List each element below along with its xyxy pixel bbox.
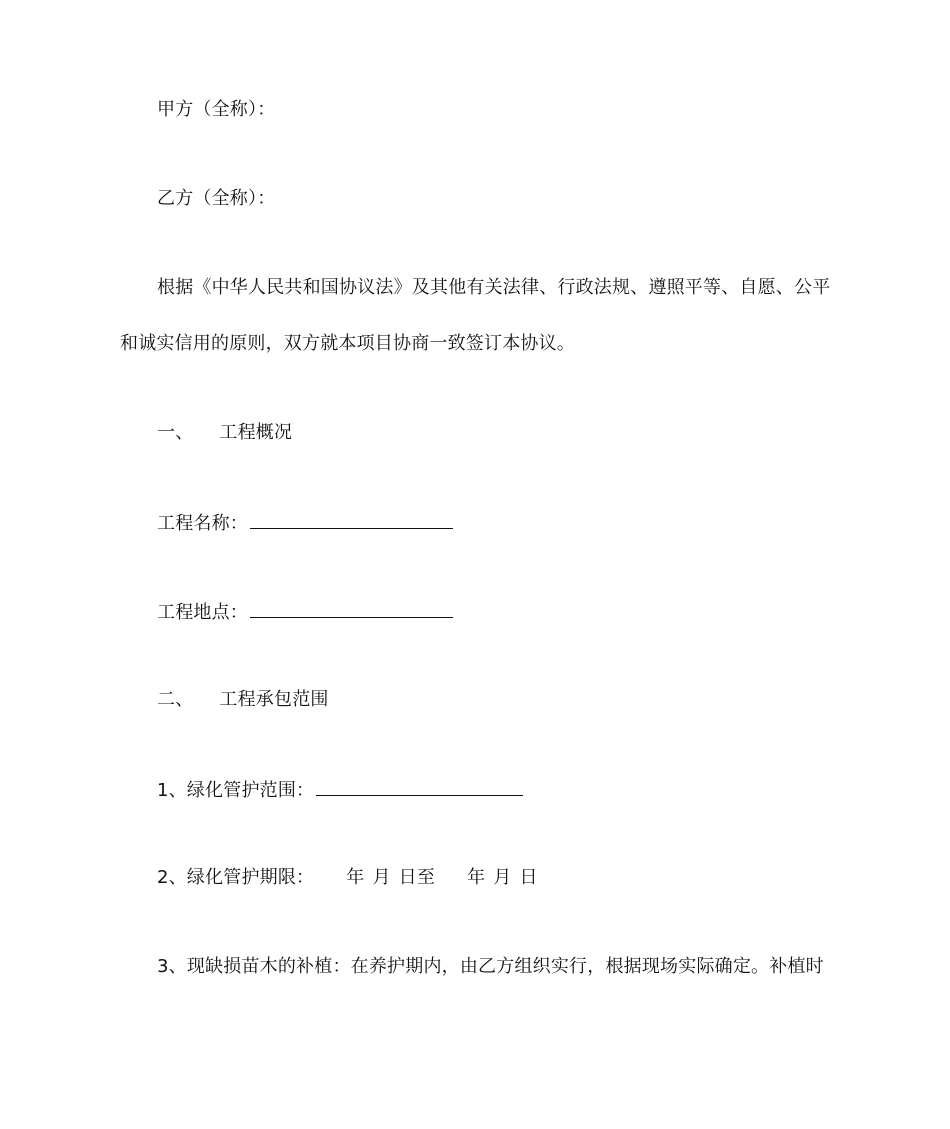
project-location-blank — [250, 599, 453, 618]
item-1-label: 1、绿化管护范围： — [157, 780, 315, 801]
management-scope-blank — [316, 777, 523, 796]
project-name-blank — [250, 510, 453, 529]
end-day: 日 — [519, 867, 538, 888]
start-day-to: 日至 — [398, 867, 436, 888]
party-b-line: 乙方（全称）： — [157, 188, 276, 209]
item-2-line — [157, 866, 538, 890]
item-2-label: 2、绿化管护期限： — [157, 867, 315, 888]
intro-paragraph-line-1: 根据《中华人民共和国协议法》及其他有关法律、行政法规、遵照平等、自愿、公平 — [157, 277, 831, 298]
end-month: 月 — [493, 867, 512, 888]
project-location-line — [157, 599, 453, 625]
start-month: 月 — [372, 867, 391, 888]
party-a-line: 甲方（全称）： — [157, 99, 276, 120]
intro-paragraph-line-2: 和诚实信用的原则，双方就本项目协商一致签订本协议。 — [120, 333, 575, 354]
section-2-heading — [157, 688, 329, 712]
end-year: 年 — [467, 867, 486, 888]
section-1-heading — [157, 421, 292, 445]
start-year: 年 — [346, 867, 365, 888]
item-1-line — [157, 777, 523, 803]
project-name-label: 工程名称： — [157, 513, 248, 534]
section-1-number: 一、 — [157, 422, 194, 443]
section-1-title: 工程概况 — [219, 422, 293, 443]
item-3-line: 3、现缺损苗木的补植：在养护期内，由乙方组织实行，根据现场实际确定。补植时 — [157, 956, 824, 977]
project-name-line — [157, 510, 453, 536]
section-2-title: 工程承包范围 — [219, 689, 329, 710]
project-location-label: 工程地点： — [157, 602, 248, 623]
section-2-number: 二、 — [157, 689, 194, 710]
